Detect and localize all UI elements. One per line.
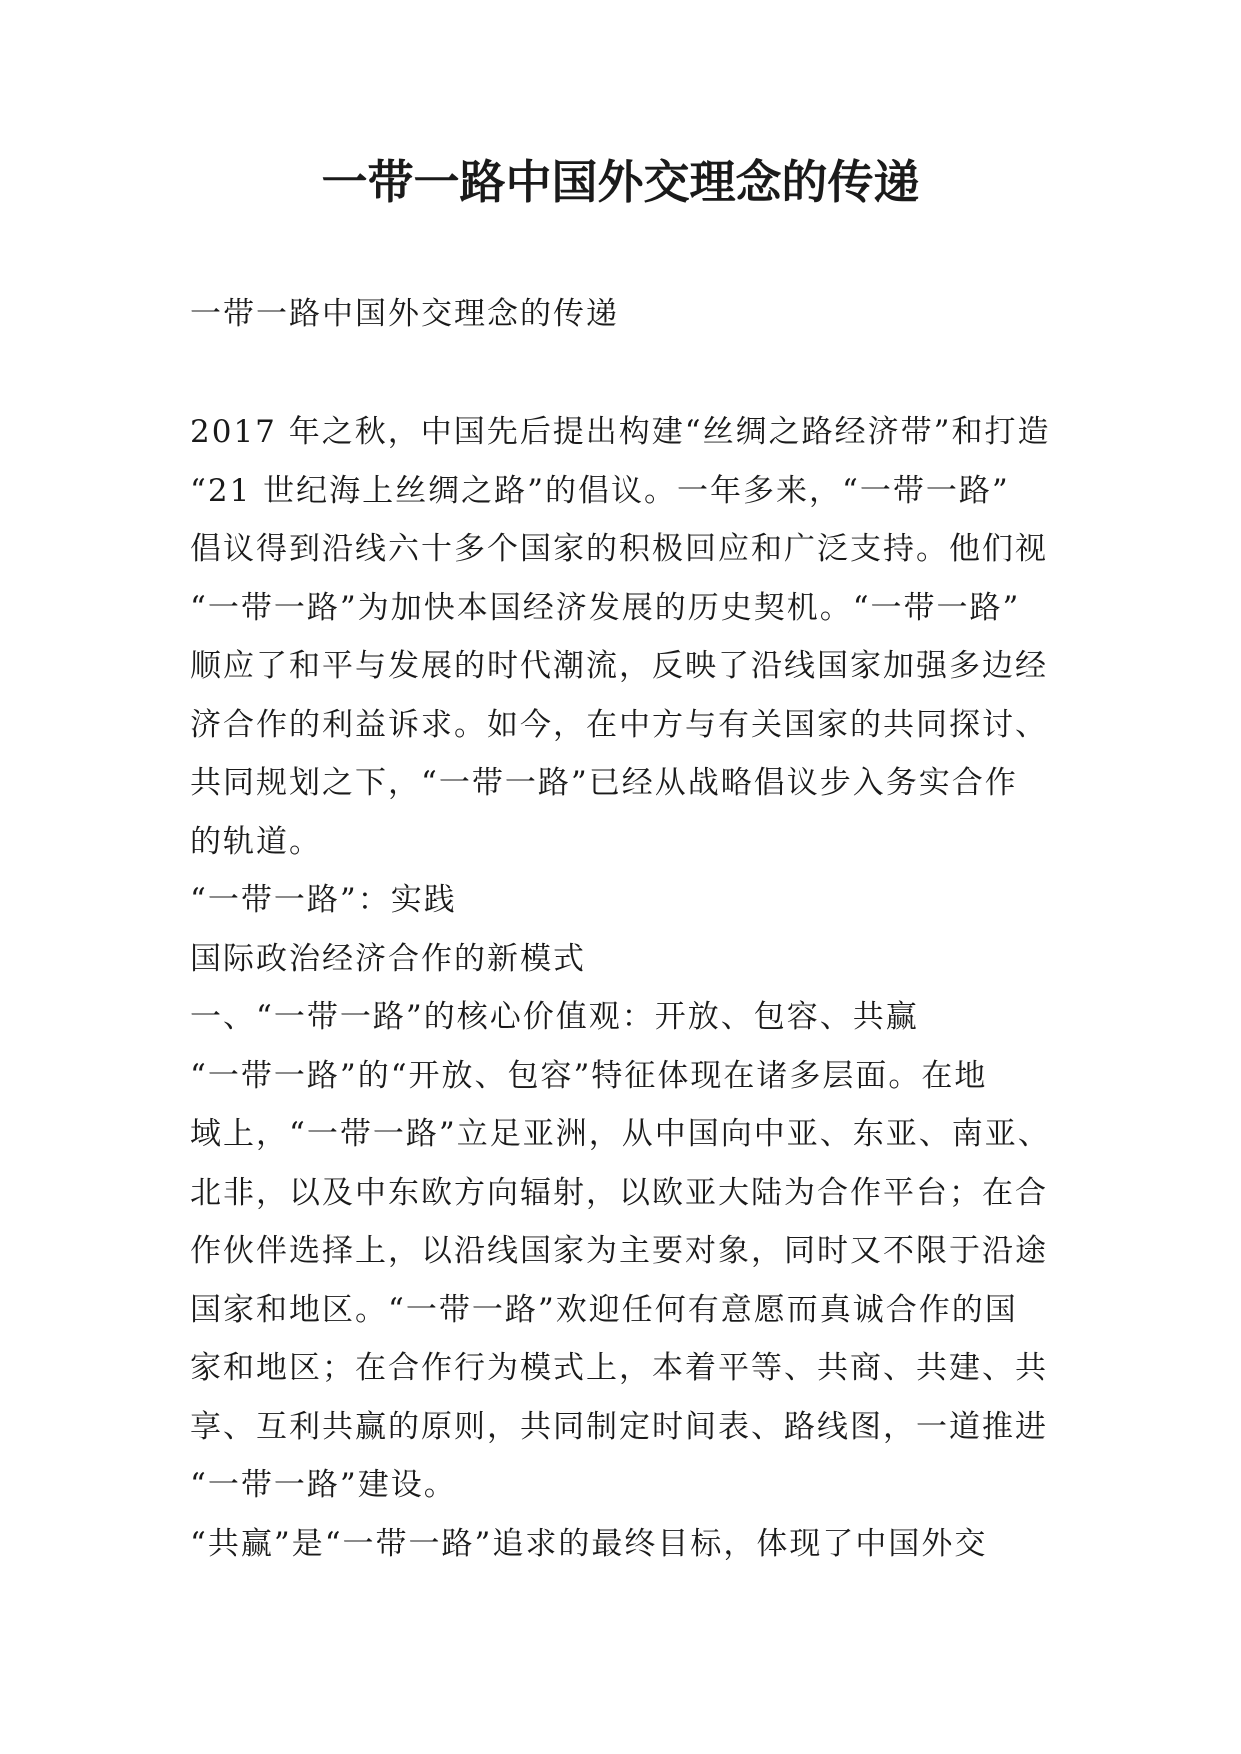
body-line: 域上，“一带一路”立足亚洲，从中国向中亚、东亚、南亚、 — [190, 1116, 1051, 1152]
document-title: 一带一路中国外交理念的传递 — [321, 155, 920, 209]
body-line: “一带一路”建设。 — [190, 1467, 457, 1503]
section-heading: “一带一路”：实践 — [190, 882, 457, 918]
body-line: 北非，以及中东欧方向辐射，以欧亚大陆为合作平台；在合 — [190, 1174, 1048, 1211]
body-line: 作伙伴选择上，以沿线国家为主要对象，同时又不限于沿途 — [190, 1233, 1048, 1269]
section-heading: 一、“一带一路”的核心价值观：开放、包容、共赢 — [190, 999, 919, 1035]
body-line: 2017 年之秋，中国先后提出构建“丝绸之路经济带”和打造 — [190, 414, 1051, 450]
body-line: 倡议得到沿线六十多个国家的积极回应和广泛支持。他们视 — [190, 531, 1048, 567]
body-line: “共赢”是“一带一路”追求的最终目标，体现了中国外交 — [190, 1525, 988, 1562]
body-line: “21 世纪海上丝绸之路”的倡议。一年多来，“一带一路” — [190, 472, 1010, 509]
section-heading: 国际政治经济合作的新模式 — [190, 940, 586, 977]
body-line: 的轨道。 — [190, 823, 322, 860]
document-subtitle: 一带一路中国外交理念的传递 — [190, 296, 619, 332]
body-line: “一带一路”为加快本国经济发展的历史契机。“一带一路” — [190, 589, 1021, 626]
body-line: 国家和地区。“一带一路”欢迎任何有意愿而真诚合作的国 — [190, 1291, 1018, 1328]
body-line: “一带一路”的“开放、包容”特征体现在诸多层面。在地 — [190, 1057, 988, 1094]
body-line: 家和地区；在合作行为模式上，本着平等、共商、共建、共 — [190, 1350, 1048, 1386]
body-line: 济合作的利益诉求。如今，在中方与有关国家的共同探讨、 — [190, 706, 1048, 743]
document-body — [190, 403, 1070, 1573]
body-line: 共同规划之下，“一带一路”已经从战略倡议步入务实合作 — [190, 765, 1018, 801]
body-line: 享、互利共赢的原则，共同制定时间表、路线图，一道推进 — [190, 1408, 1048, 1445]
body-line: 顺应了和平与发展的时代潮流，反映了沿线国家加强多边经 — [190, 648, 1048, 684]
